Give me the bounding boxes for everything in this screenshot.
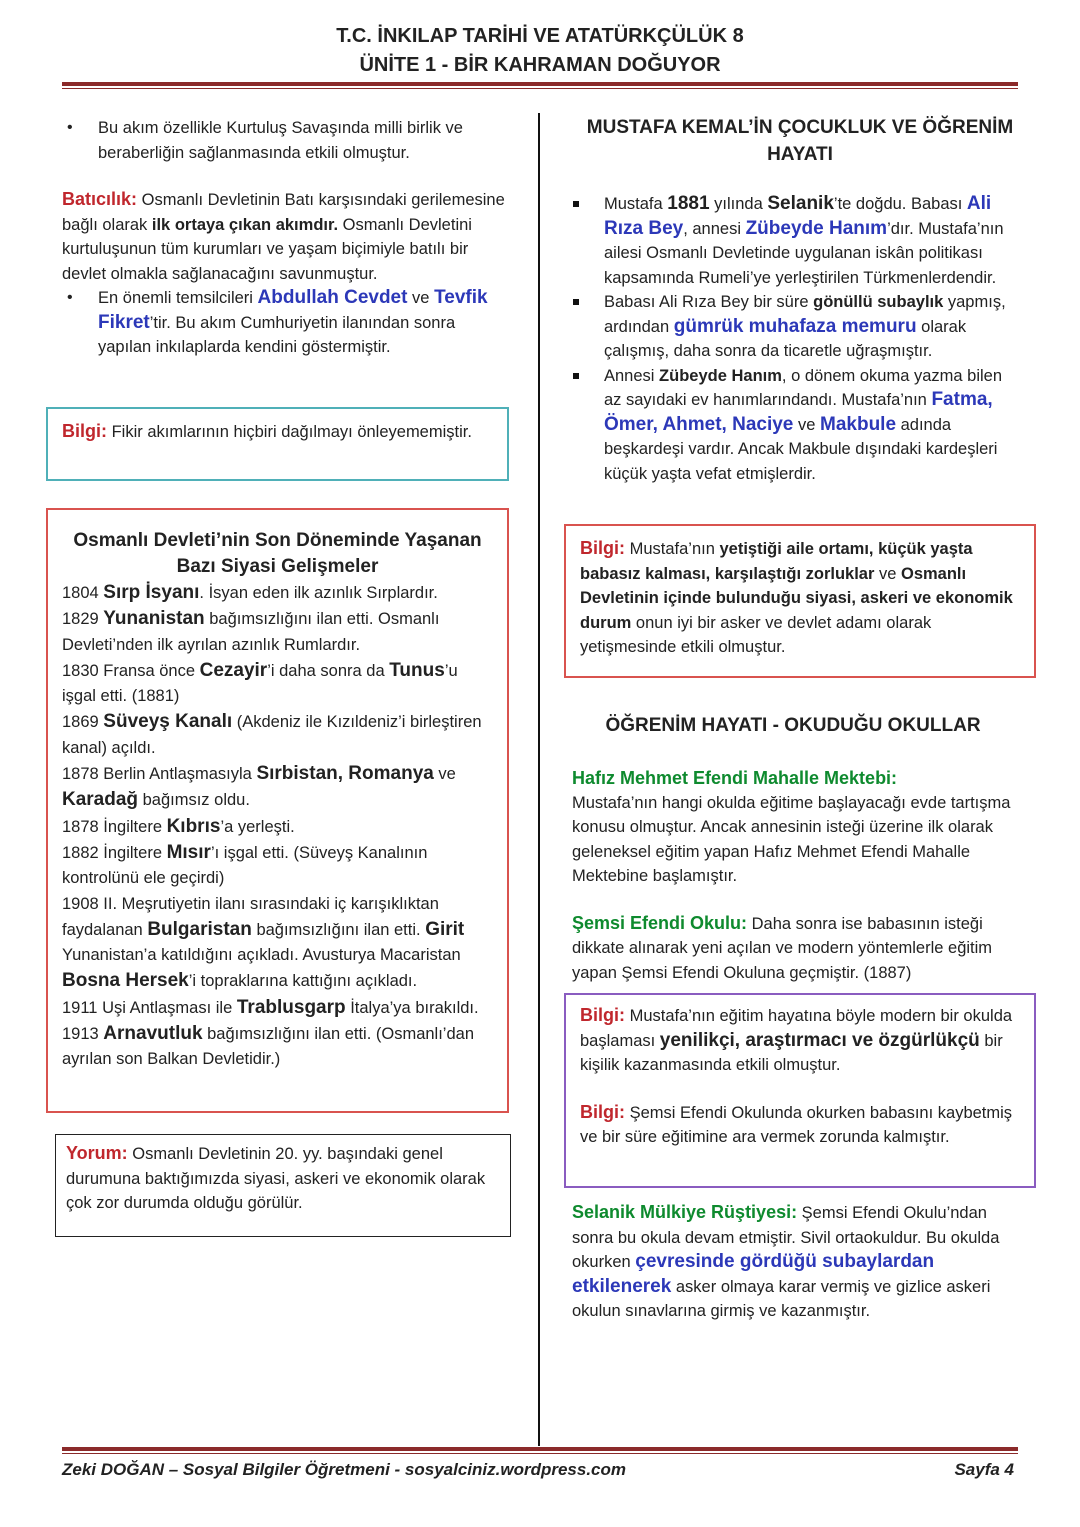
header-title: T.C. İNKILAP TARİHİ VE ATATÜRKÇÜLÜK 8	[336, 25, 744, 47]
event-item: 1878 İngiltere Kıbrıs’a yerleşti.	[62, 815, 295, 837]
left-top-text	[62, 116, 507, 360]
events-box	[46, 508, 509, 1113]
list-item: • En önemli temsilcileri Abdullah Cevdet ve Tevfik Fikret’tir. Bu akım Cumhuriyetin ilanından sonra yapılan inkılaplarda kendini göstermiştir.	[62, 286, 507, 360]
school-1-label: Hafız Mehmet Efendi Mahalle Mektebi:	[572, 768, 898, 788]
bilgi-box-1: Bilgi: Fikir akımlarının hiçbiri dağılmayı önleyememiştir.	[46, 407, 509, 481]
event-item: 1908 II. Meşrutiyetin ilanı sırasındaki iç karışıklıktan faydalanan Bulgaristan bağımsızlığını ilan etti. Girit Yunanistan’a katıldığını açıkladı. Avusturya Macaristan Bosna Hersek’i topraklarına kattığını açıkladı.	[62, 894, 465, 992]
page-footer	[62, 1460, 1018, 1480]
school-3-paragraph: Selanik Mülkiye Rüştiyesi: Şemsi Efendi Okulu’ndan sonra bu okula devam etmiştir. Sivil ortaokuldur. Bu okulda okurken çevresinde gördüğü subaylardan etkilenerek asker olmaya karar vermiş ve gizlice askeri okulun sınavlarına girmiş ve kazanmıştır.	[572, 1202, 1000, 1320]
bilgi-box-3	[564, 993, 1036, 1188]
page-number: Sayfa 4	[954, 1460, 1014, 1479]
school-2-paragraph: Şemsi Efendi Okulu: Daha sonra ise babasının isteği dikkate alınarak yeni açılan ve modern yöntemlerle eğitim yapan Şemsi Efendi Okuluna geçmiştir. (1887)	[572, 912, 993, 982]
bilgi-4: Bilgi: Şemsi Efendi Okulunda okurken babasını kaybetmiş ve bir süre eğitimine ara vermek zorunda kalmıştır.	[580, 1101, 1013, 1146]
bilgi-box-2: Bilgi: Mustafa’nın yetiştiği aile ortamı, küçük yaşta babasız kalması, karşılaştığı zorluklar ve Osmanlı Devletinin içinde bulunduğu siyasi, askeri ve ekonomik durum onun iyi bir asker ve devlet adamı olarak yetişmesinde etkili olmuştur.	[564, 524, 1036, 678]
event-item: 1882 İngiltere Mısır’ı işgal etti. (Süveyş Kanalının kontrolünü ele geçirdi)	[62, 841, 428, 888]
school-1-text: Mustafa’nın hangi okulda eğitime başlayacağı evde tartışma konusu olmuştur. Ancak annesinin isteği üzerine ilk olarak geleneksel eğitim yapan Hafız Mehmet Efendi Mahalle Mektebine başlamıştır.	[572, 793, 1011, 885]
event-item: 1911 Uşi Antlaşması ile Trablusgarp İtalya’ya bırakıldı.	[62, 996, 479, 1018]
page-header	[0, 22, 1080, 80]
header-subtitle: ÜNİTE 1 - BİR KAHRAMAN DOĞUYOR	[359, 54, 721, 76]
event-item: 1913 Arnavutluk bağımsızlığını ilan etti. (Osmanlı’dan ayrılan son Balkan Devletidir.)	[62, 1023, 474, 1069]
event-item: 1804 Sırp İsyanı. İsyan eden ilk azınlık Sırplardır.	[62, 582, 438, 603]
bilgi-3: Bilgi: Mustafa’nın eğitim hayatına böyle modern bir okulda başlaması yenilikçi, araştırmacı ve özgürlükçü bir kişilik kazanmasında etkili olmuştur.	[580, 1005, 1013, 1074]
events-title: Osmanlı Devleti’nin Son Döneminde Yaşanan Bazı Siyasi Gelişmeler	[73, 530, 482, 577]
childhood-list	[566, 192, 1016, 486]
list-item: Babası Ali Rıza Bey bir süre gönüllü subaylık yapmış, ardından gümrük muhafaza memuru olarak çalışmış, daha sonra da ticaretle uğraşmıştır.	[566, 290, 1016, 364]
list-item: Annesi Zübeyde Hanım, o dönem okuma yazma bilen az sayıdaki ev hanımlarındandı. Mustafa’nın Fatma, Ömer, Ahmet, Naciye ve Makbule adında beşkardeşi vardır. Ancak Makbule dışındaki kardeşleri küçük yaşta vefat etmişlerdir.	[566, 364, 1016, 487]
schools-text	[572, 766, 1022, 985]
list-item: Mustafa 1881 yılında Selanik’te doğdu. Babası Ali Rıza Bey, annesi Zübeyde Hanım’dır. Mustafa’nın ailesi Osmanlı Devletinde uygulanan iskân politikası kapsamında Rumeli’ye yerleştirilen Türkmenlerdendir.	[566, 192, 1016, 290]
event-item: 1830 Fransa önce Cezayir’i daha sonra da Tunus’u işgal etti. (1881)	[62, 659, 458, 706]
column-divider	[538, 113, 540, 1446]
section-title-schools: ÖĞRENİM HAYATI - OKUDUĞU OKULLAR	[605, 715, 981, 736]
footer-rule	[62, 1447, 1018, 1454]
header-rule	[62, 82, 1018, 89]
section-title-childhood: MUSTAFA KEMAL’İN ÇOCUKLUK VE ÖĞRENİM HAYATI	[586, 117, 1014, 165]
footer-author: Zeki DOĞAN – Sosyal Bilgiler Öğretmeni - sosyalciniz.wordpress.com	[62, 1460, 627, 1479]
baticilik-paragraph: Batıcılık: Osmanlı Devletinin Batı karşısındaki gerilemesine bağlı olarak ilk ortaya çıkan akımdır. Osmanlı Devletini kurtuluşunun tüm kurumları ve yaşam biçimiyle batılı bir devlet olmakla sağlanacağını savunmuştur.	[62, 189, 505, 283]
yorum-box: Yorum: Osmanlı Devletinin 20. yy. başındaki genel durumuna baktığımızda siyasi, askeri ve ekonomik olarak çok zor durumda olduğu görülür.	[55, 1134, 511, 1237]
event-item: 1869 Süveyş Kanalı (Akdeniz ile Kızıldeniz’i birleştiren kanal) açıldı.	[62, 711, 482, 757]
event-item: 1829 Yunanistan bağımsızlığını ilan etti. Osmanlı Devleti’nden ilk ayrılan azınlık Rumlardır.	[62, 608, 440, 654]
event-item: 1878 Berlin Antlaşmasıyla Sırbistan, Romanya ve Karadağ bağımsız oldu.	[62, 763, 456, 811]
list-item: • Bu akım özellikle Kurtuluş Savaşında milli birlik ve beraberliğin sağlanmasında etkili olmuştur.	[62, 116, 507, 165]
